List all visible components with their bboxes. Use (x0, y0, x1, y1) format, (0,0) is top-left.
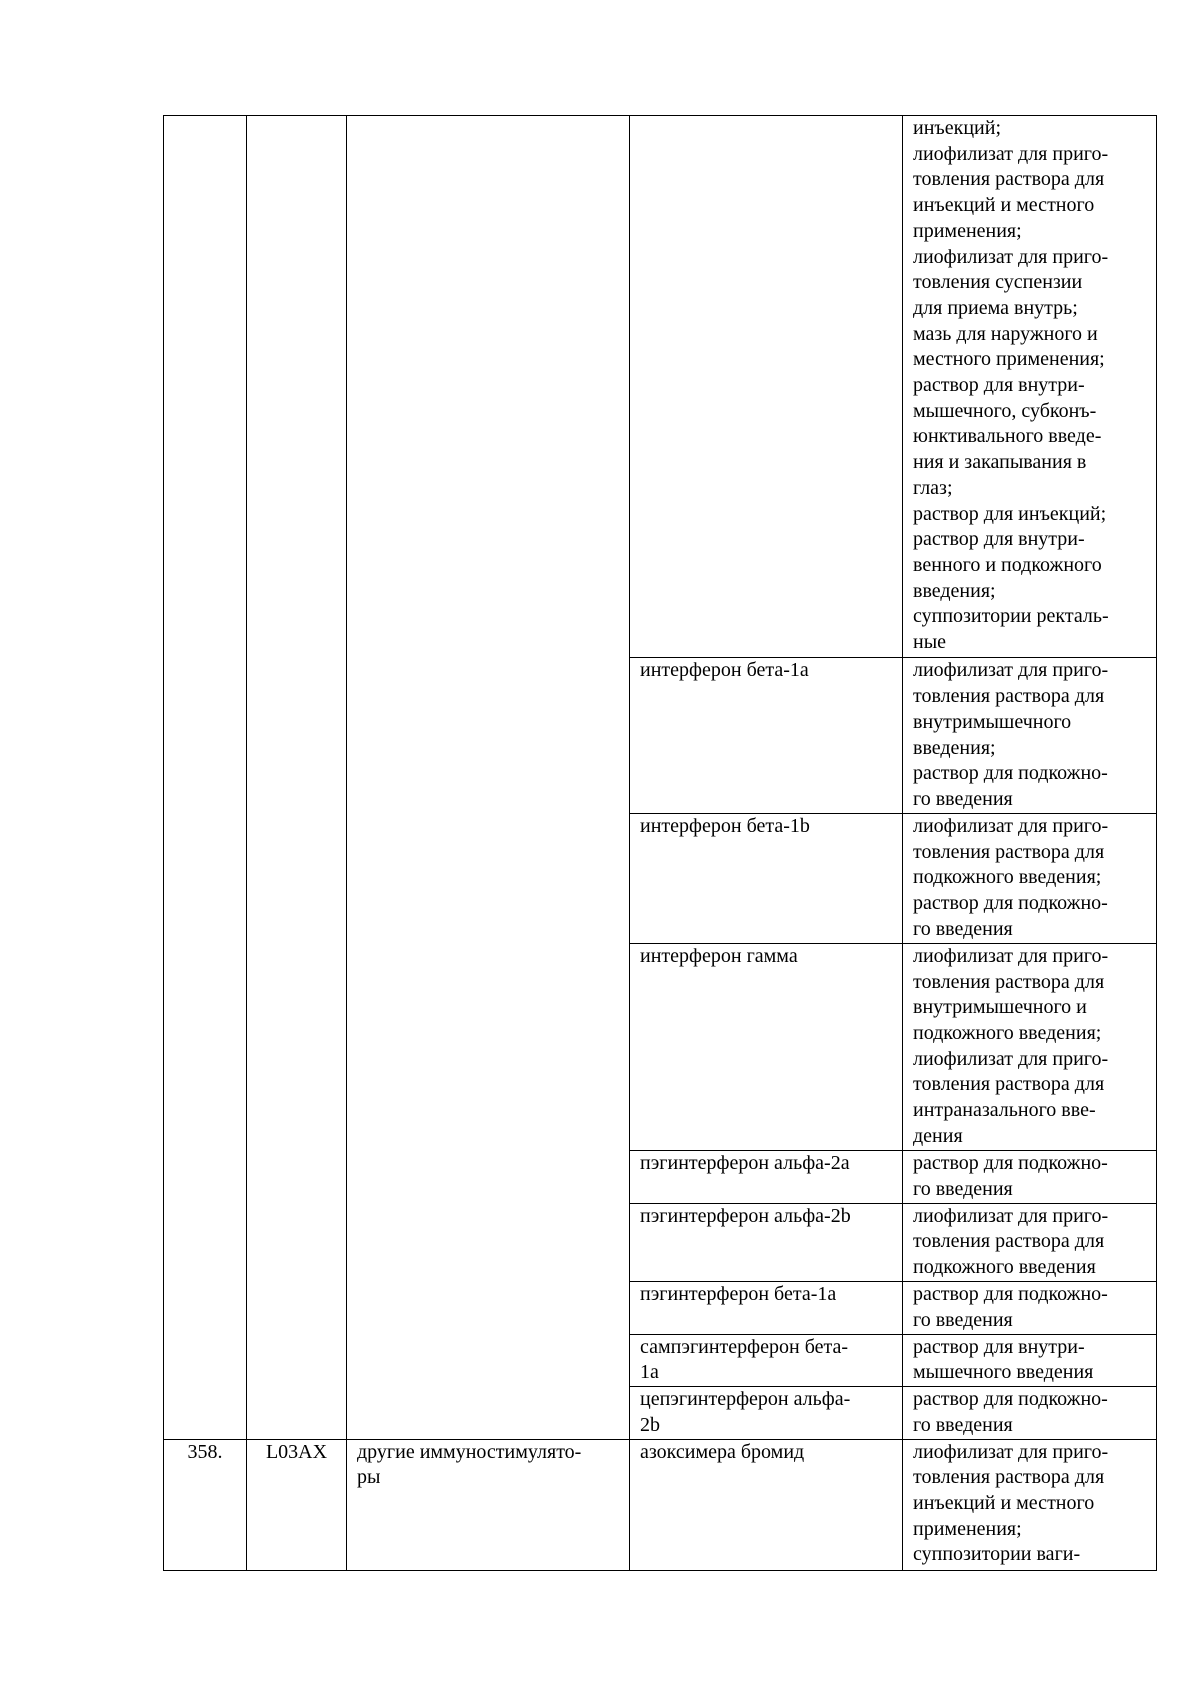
cell-text-line: интерферон бета-1a (640, 659, 809, 682)
cell-text-line: лиофилизат для приго- (913, 1204, 1109, 1227)
cell-text-line: суппозитории ректаль- (913, 605, 1109, 628)
cell-text-line: 2b (640, 1413, 660, 1436)
cell-text-line: мазь для наружного и (913, 322, 1098, 345)
drug-cell (630, 116, 903, 658)
cell-text-line: ры (357, 1466, 381, 1489)
drug-cell (630, 1151, 903, 1204)
cell-text-line: раствор для подкожно- (913, 1282, 1108, 1305)
forms-cell (903, 1387, 1157, 1440)
cell-text-line: раствор для внутри- (913, 1335, 1085, 1358)
cell-text-line: товления раствора для (913, 168, 1105, 191)
row-number-cell (164, 1439, 247, 1570)
cell-text-line: местного применения; (913, 348, 1105, 371)
cell-text-line: интерферон гамма (640, 944, 798, 967)
cell-text-line: лиофилизат для приго- (913, 659, 1109, 682)
cell-text-line: другие иммуностимулято- (357, 1440, 582, 1463)
cell-text-line: го введения (913, 1308, 1013, 1331)
forms-cell (903, 1203, 1157, 1281)
cell-text-line: лиофилизат для приго- (913, 944, 1109, 967)
drug-cell (630, 1281, 903, 1334)
drug-cell (630, 1334, 903, 1387)
cell-text-line: раствор для инъекций; (913, 502, 1107, 525)
cell-text-line: подкожного введения (913, 1256, 1096, 1279)
cell-text-line: товления раствора для (913, 840, 1105, 863)
forms-cell (903, 1281, 1157, 1334)
cell-text-line: подкожного введения; (913, 866, 1102, 889)
cell-text-line: товления раствора для (913, 970, 1105, 993)
drug-cell (630, 1203, 903, 1281)
cell-text-line: введения; (913, 736, 996, 759)
cell-text-line: юнктивального введе- (913, 425, 1102, 448)
cell-text-line: лиофилизат для приго- (913, 1047, 1109, 1070)
forms-cell (903, 814, 1157, 944)
cell-text-line: товления раствора для (913, 1073, 1105, 1096)
group-cell (347, 116, 630, 1440)
cell-text-line: го введения (913, 1177, 1013, 1200)
cell-text-line: глаз; (913, 476, 953, 499)
table-row (164, 1439, 1157, 1570)
cell-text-line: применения; (913, 1517, 1022, 1540)
cell-text-line: пэгинтерферон альфа-2a (640, 1152, 850, 1175)
cell-text-line: мышечного введения (913, 1361, 1094, 1384)
cell-text-line: сампэгинтерферон бета- (640, 1335, 849, 1358)
row-number-cell (164, 116, 247, 1440)
cell-text-line: раствор для подкожно- (913, 892, 1108, 915)
cell-text-line: товления суспензии (913, 271, 1083, 294)
cell-text-line: го введения (913, 917, 1013, 940)
cell-text-line: ния и закапывания в (913, 451, 1087, 474)
cell-text-line: азоксимера бромид (640, 1440, 805, 1463)
drug-cell (630, 1387, 903, 1440)
forms-cell (903, 116, 1157, 658)
cell-text-line: инъекций и местного (913, 194, 1095, 217)
cell-text-line: применения; (913, 219, 1022, 242)
drug-cell (630, 658, 903, 814)
cell-text-line: товления раствора для (913, 1230, 1105, 1253)
cell-text-line: товления раствора для (913, 1466, 1105, 1489)
cell-text-line: 1a (640, 1361, 659, 1384)
row-number: 358. (187, 1440, 223, 1463)
drug-cell (630, 943, 903, 1150)
cell-text-line: мышечного, субконъ- (913, 399, 1097, 422)
forms-cell (903, 658, 1157, 814)
cell-text-line: раствор для подкожно- (913, 1388, 1108, 1411)
cell-text-line: ные (913, 631, 947, 654)
cell-text-line: внутримышечного (913, 710, 1072, 733)
forms-cell (903, 1334, 1157, 1387)
atc-code: L03AX (265, 1440, 328, 1463)
cell-text-line: лиофилизат для приго- (913, 142, 1109, 165)
drug-cell (630, 1439, 903, 1570)
drug-table (163, 115, 1157, 1571)
drug-cell (630, 814, 903, 944)
cell-text-line: пэгинтерферон бета-1a (640, 1282, 837, 1305)
cell-text-line: интраназального вве- (913, 1099, 1096, 1122)
cell-text-line: подкожного введения; (913, 1022, 1102, 1045)
cell-text-line: раствор для внутри- (913, 374, 1085, 397)
group-cell (347, 1439, 630, 1570)
cell-text-line: лиофилизат для приго- (913, 815, 1109, 838)
atc-code-cell (247, 116, 347, 1440)
cell-text-line: раствор для подкожно- (913, 1152, 1108, 1175)
cell-text-line: дения (913, 1124, 963, 1147)
forms-cell (903, 943, 1157, 1150)
cell-text-line: раствор для подкожно- (913, 762, 1108, 785)
table-row (164, 116, 1157, 658)
cell-text-line: товления раствора для (913, 685, 1105, 708)
cell-text-line: венного и подкожного (913, 553, 1102, 576)
cell-text-line: суппозитории ваги- (913, 1543, 1081, 1566)
cell-text-line: го введения (913, 1413, 1013, 1436)
cell-text-line: лиофилизат для приго- (913, 1440, 1109, 1463)
cell-text-line: цепэгинтерферон альфа- (640, 1388, 851, 1411)
cell-text-line: инъекций и местного (913, 1492, 1095, 1515)
cell-text-line: инъекций; (913, 117, 1002, 139)
atc-code-cell (247, 1439, 347, 1570)
drug-table-body (164, 116, 1157, 1571)
cell-text-line: пэгинтерферон альфа-2b (640, 1204, 851, 1227)
cell-text-line: раствор для внутри- (913, 528, 1085, 551)
cell-text-line: внутримышечного и (913, 996, 1087, 1019)
forms-cell (903, 1439, 1157, 1570)
cell-text-line: интерферон бета-1b (640, 815, 810, 838)
cell-text-line: лиофилизат для приго- (913, 245, 1109, 268)
forms-cell (903, 1151, 1157, 1204)
cell-text-line: го введения (913, 787, 1013, 810)
cell-text-line: введения; (913, 579, 996, 602)
cell-text-line: для приема внутрь; (913, 296, 1078, 319)
